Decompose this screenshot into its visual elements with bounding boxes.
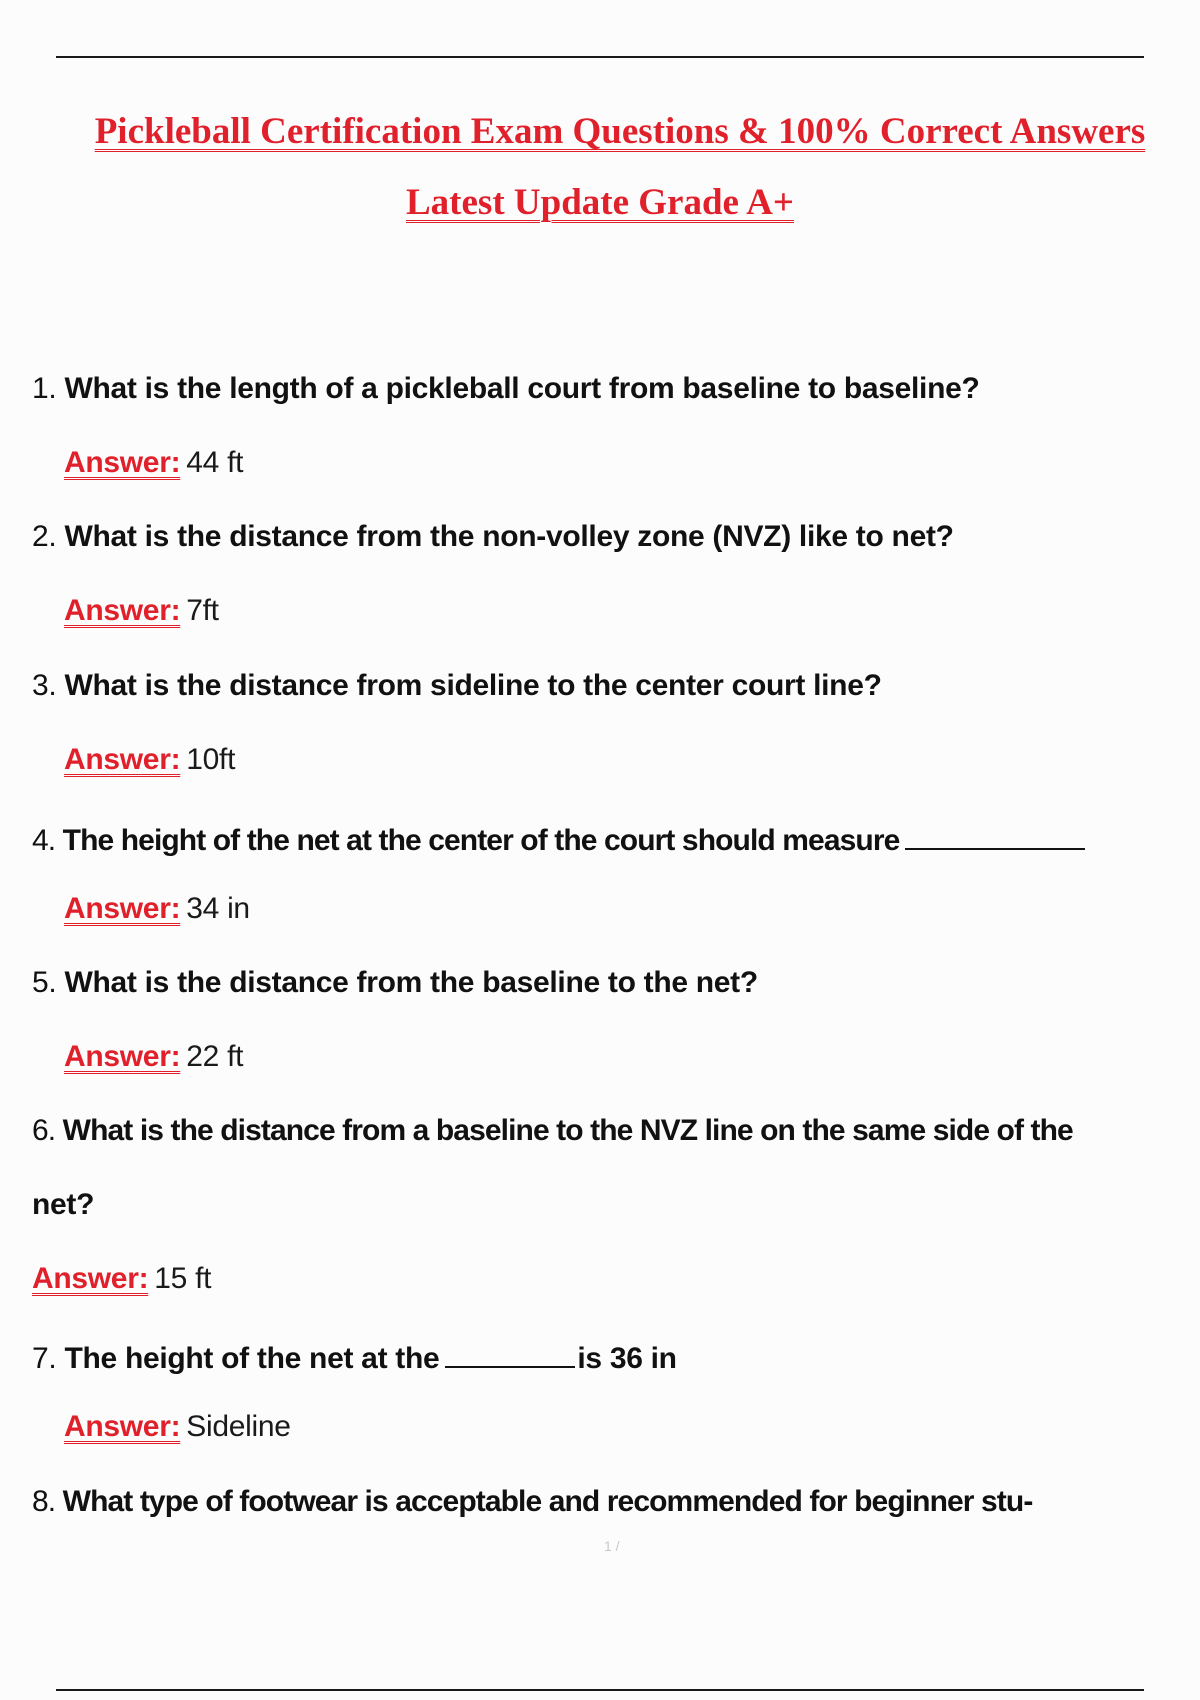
question-number: 6.	[32, 1114, 56, 1147]
question-text: What is the length of a pickleball court from baseline to baseline?	[64, 372, 980, 405]
answer-value: 34 in	[186, 892, 250, 925]
document-title-line-2: Latest Update Grade A+	[406, 182, 794, 223]
answer-6	[32, 1262, 211, 1296]
answer-3	[64, 743, 235, 777]
header-rule	[56, 56, 1144, 58]
question-text: The height of the net at the center of the court should measure	[62, 824, 900, 857]
answer-label: Answer:	[64, 1040, 181, 1073]
answer-value: 44 ft	[186, 446, 244, 479]
answer-label: Answer:	[64, 594, 181, 627]
question-2	[32, 520, 954, 554]
answer-value: Sideline	[186, 1410, 291, 1443]
question-text: The height of the net at the	[64, 1342, 440, 1375]
answer-label: Answer:	[32, 1262, 149, 1295]
question-number: 3.	[32, 669, 57, 702]
question-number: 2.	[32, 520, 57, 553]
question-7	[32, 1336, 677, 1376]
fill-in-blank	[445, 1336, 575, 1368]
page-number-mark: 1 /	[604, 1538, 620, 1554]
answer-label: Answer:	[64, 743, 181, 776]
answer-label: Answer:	[64, 892, 181, 925]
question-1	[32, 372, 980, 406]
fill-in-blank	[905, 818, 1085, 850]
document-title-line-1: Pickleball Certification Exam Questions & 100% Correct Answers	[94, 111, 1146, 152]
answer-value: 22 ft	[186, 1040, 244, 1073]
question-number: 8.	[32, 1485, 56, 1518]
question-8	[32, 1485, 1032, 1519]
answer-7	[64, 1410, 291, 1444]
answer-5	[64, 1040, 243, 1074]
footer-rule	[56, 1689, 1144, 1691]
question-text: net?	[32, 1188, 95, 1221]
answer-4	[64, 892, 250, 926]
question-number: 4.	[32, 824, 56, 857]
answer-label: Answer:	[64, 446, 181, 479]
question-text: What type of footwear is acceptable and recommended for beginner stu-	[62, 1485, 1033, 1518]
question-5	[32, 966, 758, 1000]
answer-value: 7ft	[186, 594, 219, 627]
question-3	[32, 669, 882, 703]
question-number: 5.	[32, 966, 57, 999]
question-number: 1.	[32, 372, 57, 405]
answer-value: 10ft	[186, 743, 236, 776]
question-4	[32, 818, 1085, 858]
question-number: 7.	[32, 1342, 57, 1375]
answer-value: 15 ft	[154, 1262, 212, 1295]
question-text: What is the distance from the non-volley zone (NVZ) like to net?	[64, 520, 954, 553]
question-text-after-blank: is 36 in	[577, 1342, 677, 1375]
question-text: What is the distance from sideline to the center court line?	[64, 669, 882, 702]
question-text: What is the distance from the baseline to the net?	[64, 966, 758, 999]
question-6-continuation	[32, 1188, 94, 1222]
answer-label: Answer:	[64, 1410, 181, 1443]
answer-1	[64, 446, 243, 480]
answer-2	[64, 594, 219, 628]
question-text: What is the distance from a baseline to the NVZ line on the same side of the	[62, 1114, 1073, 1147]
question-6	[32, 1114, 1073, 1148]
